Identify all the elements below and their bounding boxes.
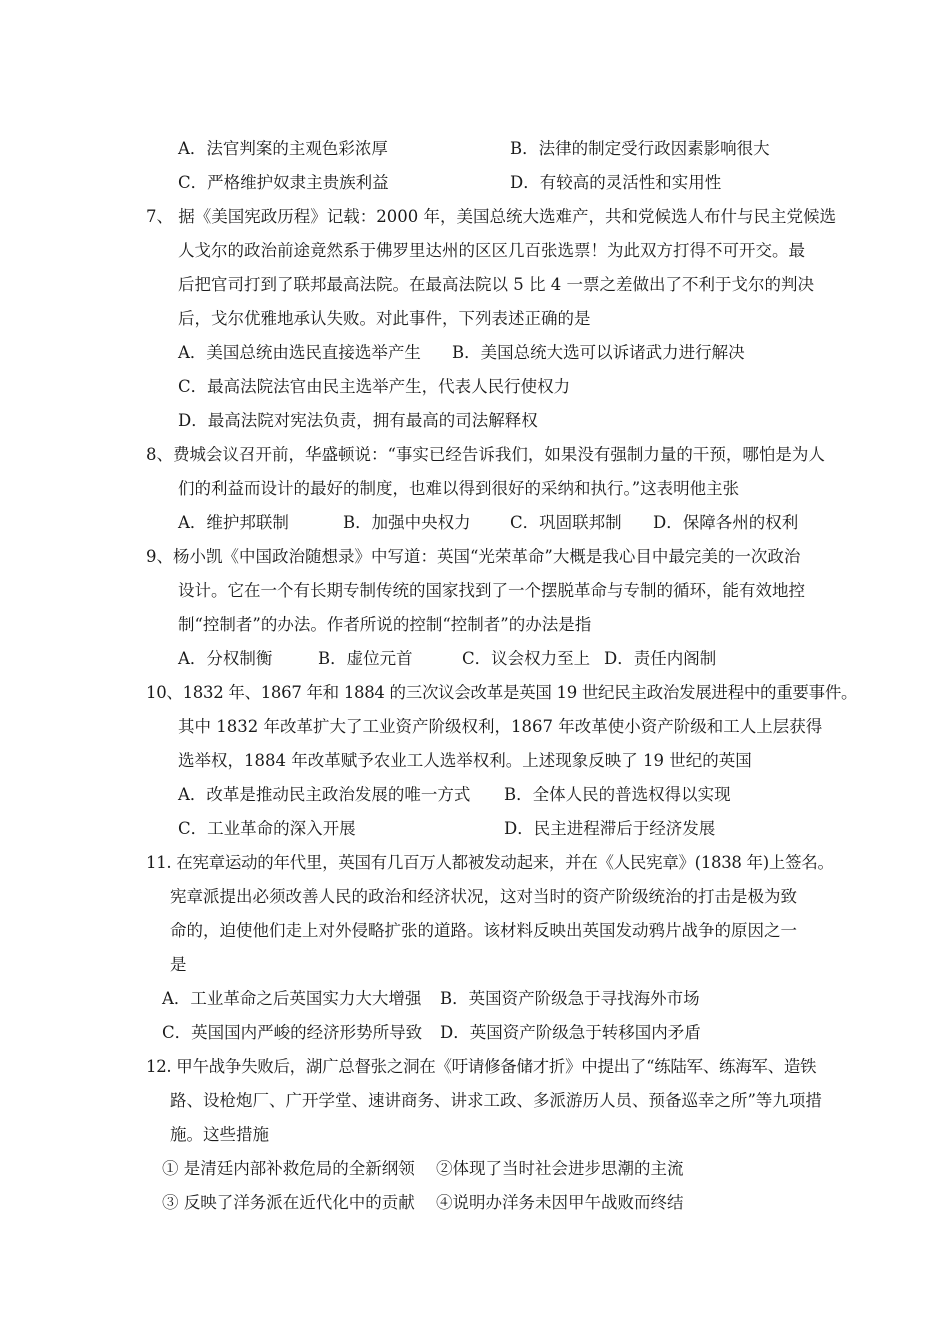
- q7-option-c: C．最高法院法官由民主选举产生，代表人民行使权力: [178, 377, 571, 396]
- q8-option-c: C．巩固联邦制: [510, 513, 622, 532]
- q11-option-d: D．英国资产阶级急于转移国内矛盾: [440, 1023, 701, 1042]
- q7-option-d: D．最高法院对宪法负责，拥有最高的司法解释权: [178, 411, 538, 430]
- q10-option-b: B．全体人民的普选权得以实现: [504, 785, 731, 804]
- q8-stem-line-1: 8、费城会议召开前，华盛顿说：“事实已经告诉我们，如果没有强制力量的干预，哪怕是为人: [146, 445, 825, 464]
- q11-option-b: B．英国资产阶级急于寻找海外市场: [440, 989, 700, 1008]
- q8-stem-line-2: 们的利益而设计的最好的制度，也难以得到很好的采纳和执行。”这表明他主张: [178, 479, 740, 498]
- q6-option-b: B．法律的制定受行政因素影响很大: [510, 139, 770, 158]
- q9-option-d: D．责任内阁制: [604, 649, 717, 668]
- q11-stem-line-1: 11. 在宪章运动的年代里，英国有几百万人都被发动起来，并在《人民宪章》(1838 年)上签名。: [146, 853, 834, 872]
- q11-option-a: A．工业革命之后英国实力大大增强: [162, 989, 422, 1008]
- q12-statement-1: ① 是清廷内部补救危局的全新纲领: [162, 1159, 415, 1178]
- q7-stem-line-3: 后把官司打到了联邦最高法院。在最高法院以 5 比 4 一票之差做出了不利于戈尔的判决: [178, 275, 814, 294]
- q9-option-a: A．分权制衡: [178, 649, 273, 668]
- q6-option-c: C．严格维护奴隶主贵族利益: [178, 173, 389, 192]
- q6-option-d: D．有较高的灵活性和实用性: [510, 173, 722, 192]
- q9-option-b: B．虚位元首: [318, 649, 413, 668]
- q8-option-a: A．维护邦联制: [178, 513, 289, 532]
- q11-stem-line-3: 命的，迫使他们走上对外侵略扩张的道路。该材料反映出英国发动鸦片战争的原因之一: [170, 921, 797, 940]
- q12-stem-line-1: 12. 甲午战争失败后，湖广总督张之洞在《吁请修备储才折》中提出了“练陆军、练海军、造铁: [146, 1057, 817, 1076]
- q10-stem-line-3: 选举权，1884 年改革赋予农业工人选举权利。上述现象反映了 19 世纪的英国: [178, 751, 752, 770]
- q9-stem-line-2: 设计。它在一个有长期专制传统的国家找到了一个摆脱革命与专制的循环，能有效地控: [178, 581, 805, 600]
- q10-option-c: C．工业革命的深入开展: [178, 819, 356, 838]
- q11-option-c: C．英国国内严峻的经济形势所导致: [162, 1023, 423, 1042]
- q12-statement-3: ③ 反映了洋务派在近代化中的贡献: [162, 1193, 415, 1212]
- q7-stem-line-1: 7、 据《美国宪政历程》记载：2000 年，美国总统大选难产，共和党候选人布什与民主党候选: [146, 207, 836, 226]
- q12-statement-2: ②体现了当时社会进步思潮的主流: [436, 1159, 684, 1178]
- q6-option-a: A．法官判案的主观色彩浓厚: [178, 139, 388, 158]
- q10-stem-line-2: 其中 1832 年改革扩大了工业资产阶级权利，1867 年改革使小资产阶级和工人上层获得: [178, 717, 823, 736]
- q7-stem-line-4: 后，戈尔优雅地承认失败。对此事件，下列表述正确的是: [178, 309, 591, 328]
- q10-option-a: A．改革是推动民主政治发展的唯一方式: [178, 785, 471, 804]
- q12-stem-line-2: 路、设枪炮厂、广开学堂、速讲商务、讲求工政、多派游历人员、预备巡幸之所”等九项措: [170, 1091, 822, 1110]
- q10-option-d: D．民主进程滞后于经济发展: [504, 819, 716, 838]
- q8-option-b: B．加强中央权力: [343, 513, 471, 532]
- q10-stem-line-1: 10、1832 年、1867 年和 1884 的三次议会改革是英国 19 世纪民主政治发展进程中的重要事件。: [146, 683, 858, 702]
- q7-option-a: A．美国总统由选民直接选举产生: [178, 343, 421, 362]
- q8-option-d: D．保障各州的权利: [653, 513, 799, 532]
- q12-statement-4: ④说明办洋务未因甲午战败而终结: [436, 1193, 684, 1212]
- q9-option-c: C．议会权力至上: [462, 649, 591, 668]
- q11-stem-line-4: 是: [170, 955, 187, 974]
- q12-stem-line-3: 施。这些措施: [170, 1125, 269, 1144]
- q11-stem-line-2: 宪章派提出必须改善人民的政治和经济状况，这对当时的资产阶级统治的打击是极为致: [170, 887, 797, 906]
- q9-stem-line-3: 制“控制者”的办法。作者所说的控制“控制者”的办法是指: [178, 615, 592, 634]
- q7-option-b: B．美国总统大选可以诉诸武力进行解决: [452, 343, 745, 362]
- q7-stem-line-2: 人戈尔的政治前途竟然系于佛罗里达州的区区几百张选票！为此双方打得不可开交。最: [178, 241, 805, 260]
- q9-stem-line-1: 9、杨小凯《中国政治随想录》中写道：英国“光荣革命”大概是我心目中最完美的一次政治: [146, 547, 801, 566]
